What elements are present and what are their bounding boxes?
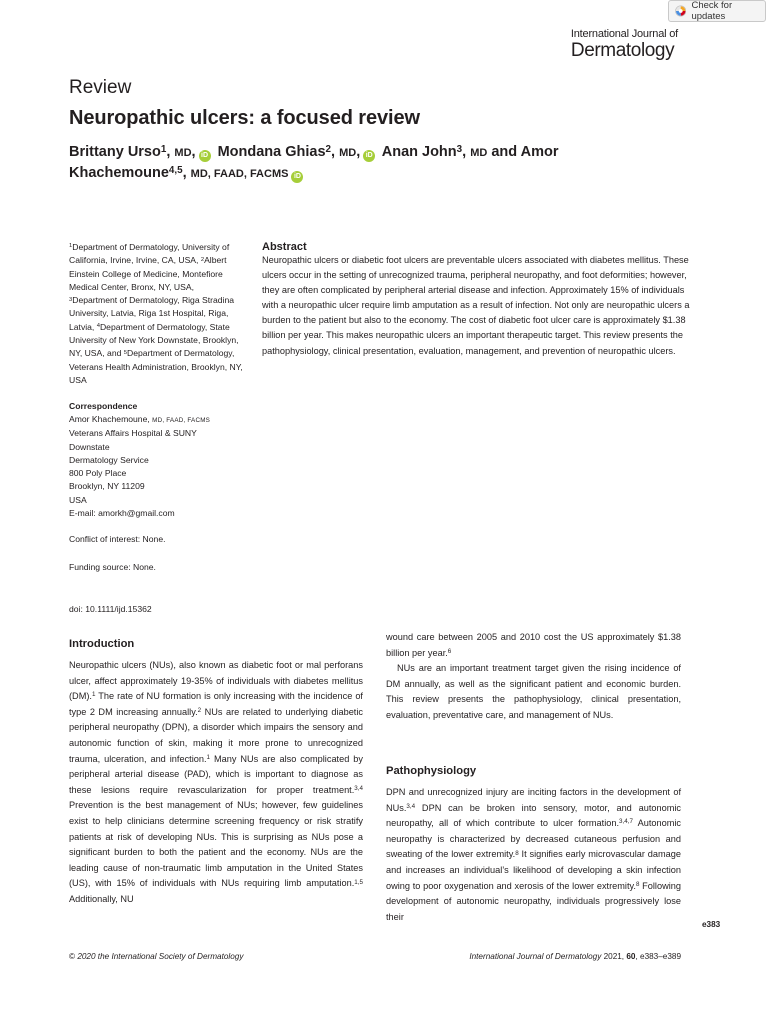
affiliation-text: Department of Dermatology, Veterans Health Administration, Brooklyn, NY, USA bbox=[69, 348, 243, 385]
correspondence-line: Downstate bbox=[69, 441, 110, 452]
citation-ref[interactable]: 8 bbox=[515, 849, 519, 857]
orcid-icon[interactable]: iD bbox=[291, 171, 303, 183]
author-name: Brittany Urso bbox=[69, 144, 161, 160]
author-name: Anan John bbox=[381, 144, 457, 160]
journal-logo bbox=[571, 29, 678, 60]
footer-copyright bbox=[69, 952, 243, 961]
affiliation-sup: 5 bbox=[123, 349, 128, 356]
introduction-body bbox=[69, 658, 363, 908]
correspondence-line: 800 Poly Place bbox=[69, 468, 127, 479]
section-label: Review bbox=[69, 77, 132, 98]
author-affiliation-sup: 3 bbox=[456, 143, 463, 155]
citation-ref[interactable]: 1 bbox=[91, 691, 96, 699]
body-paragraph bbox=[386, 630, 681, 661]
author-list: Brittany Urso$^1$, MD, iD Mondana Ghias$^2$, MD, iD Anan John$^3$, MD and Amor Khachemoune$^{4,5}$, MD, FAAD, FACMS iD bbox=[69, 143, 559, 181]
affiliation-text: Albert Einstein College of Medicine, Montefiore Medical Center, Bronx, NY, USA, bbox=[69, 255, 227, 292]
author-degrees: MD bbox=[174, 147, 192, 159]
affiliation-sup: 4 bbox=[96, 323, 100, 330]
crossmark-icon bbox=[675, 5, 686, 17]
citation-journal: International Journal of Dermatology bbox=[469, 952, 602, 961]
citation-pages: , e383–e389 bbox=[635, 952, 681, 961]
text-run: Prevention is the best management of NUs; however, few guidelines exist to help clinicians determine screening frequency or risk stratify patients at risk of developing NUs. This is surprising as NUs pose a significant burden to both the patient and the economy. NUs are the leading cause of non-traumatic limb amputation in the United States (US), with 15% of individuals with NUs requiring limb amputation. bbox=[69, 800, 363, 889]
citation-ref[interactable]: 3,4,7 bbox=[619, 818, 633, 826]
correspondence-heading: Correspondence bbox=[69, 401, 138, 411]
text-run: wound care between 2005 and 2010 cost the US approximately $1.38 billion per year. bbox=[386, 632, 681, 658]
citation-volume: 60 bbox=[626, 952, 636, 961]
introduction-paragraph bbox=[69, 658, 363, 908]
text-run: DPN and unrecognized injury are inciting factors in the development of NUs. bbox=[386, 787, 681, 813]
author-affiliation-sup: 1 bbox=[160, 143, 167, 155]
correspondence-line: Veterans Affairs Hospital & SUNY bbox=[69, 428, 197, 439]
footer-citation bbox=[469, 952, 681, 961]
pathophysiology-paragraph bbox=[386, 785, 681, 925]
orcid-icon[interactable]: iD bbox=[199, 150, 211, 162]
text-run: The rate of NU formation is only increasing with the incidence of type 2 DM increasing annually. bbox=[69, 691, 363, 717]
text-run: DPN can be broken into sensory, motor, and autonomic neuropathy, all of which contribute to ulcer formation. bbox=[386, 802, 681, 829]
introduction-continued bbox=[386, 630, 681, 724]
citation-ref[interactable]: 8 bbox=[635, 880, 640, 888]
doi-link[interactable]: doi: 10.1111/ijd.15362 bbox=[69, 604, 152, 614]
page-number: e383 bbox=[702, 920, 721, 929]
text-run: NUs are an important treatment target given the rising incidence of DM annually, as well as the significant patient and economic burden. This review presents the pathophysiology, clinical presentation, evaluation, preventative care, and management of NUs. bbox=[386, 663, 681, 720]
affiliation-sup: 3 bbox=[69, 296, 73, 303]
journal-logo-line1: International Journal of bbox=[570, 28, 678, 40]
pathophysiology-body bbox=[386, 785, 681, 925]
conflict-of-interest: Conflict of interest: None. bbox=[69, 534, 166, 544]
citation-ref[interactable]: 6 bbox=[447, 647, 452, 655]
text-run: Autonomic neuropathy is characterized by decreased cutaneous perfusion and sweating of the lower extremity. bbox=[386, 818, 681, 860]
citation-year: 2021, bbox=[601, 952, 627, 961]
author-affiliation-sup: 4,5 bbox=[168, 164, 183, 176]
affiliations bbox=[69, 241, 254, 387]
author-name: Mondana Ghias bbox=[217, 144, 326, 160]
text-run: Following development of autonomic neuropathy, individuals progressively lose their bbox=[386, 880, 681, 922]
citation-ref[interactable]: 1,5 bbox=[354, 878, 363, 886]
funding-source: Funding source: None. bbox=[69, 562, 156, 572]
author-affiliation-sup: 2 bbox=[325, 143, 332, 155]
citation-ref[interactable]: 1 bbox=[206, 753, 211, 761]
correspondence-line: USA bbox=[69, 494, 87, 505]
affiliation-sup: 2 bbox=[200, 256, 205, 263]
author-degrees: MD bbox=[470, 147, 488, 159]
text-run: Neuropathic ulcers (NUs), also known as diabetic foot or mal perforans ulcer, affect approximately 19-35% of individuals with diabetes mellitus (DM). bbox=[69, 660, 363, 702]
journal-logo-line2: Dermatology bbox=[570, 40, 675, 61]
article-title: Neuropathic ulcers: a focused review bbox=[69, 107, 420, 129]
affiliation-sup: 1 bbox=[69, 243, 73, 250]
introduction-heading: Introduction bbox=[69, 638, 135, 650]
author-name: Amor Khachemoune bbox=[69, 144, 559, 181]
affiliation-text: Department of Dermatology, University of California, Irvine, Irvine, CA, USA, bbox=[69, 242, 230, 266]
correspondence-email[interactable]: E-mail: amorkh@gmail.com bbox=[69, 508, 175, 519]
correspondence-name: Amor Khachemoune, bbox=[69, 414, 150, 424]
citation-ref[interactable]: 2 bbox=[197, 706, 202, 714]
citation-ref[interactable]: 3,4 bbox=[354, 784, 363, 792]
correspondence-line: Dermatology Service bbox=[69, 454, 149, 465]
correspondence-name-line bbox=[69, 413, 254, 427]
text-run: NUs are related to underlying diabetic peripheral neuropathy (DPN), a disorder which impairs the sensory and autonomic function of skin, making it more prone to unrecognized trauma, ulceration, and infection. bbox=[69, 706, 363, 764]
body-paragraph bbox=[386, 661, 681, 723]
pathophysiology-heading: Pathophysiology bbox=[386, 765, 477, 777]
copyright-text: 2020 the International Society of Dermatology bbox=[75, 952, 244, 961]
text-run: It signifies early microvascular damage and increases an individual’s likelihood of developing a skin infection owing to poor oxygenation and xerosis of the lower extremity. bbox=[386, 849, 681, 891]
abstract-heading: Abstract bbox=[262, 241, 307, 253]
affiliation-text: Department of Dermatology, Riga Stradina University, Latvia, Riga 1st Hospital, Riga, Latvia, bbox=[69, 295, 235, 332]
abstract-body: Neuropathic ulcers or diabetic foot ulcers are preventable ulcers associated with diabetes mellitus. These ulcers occur in the setting of unrecognized trauma, peripheral neuropathy, and foot deformities; however, they are often complicated by peripheral arterial disease and infection. Approximately 15% of individuals with a neuropathic ulcer require limb amputation as a result of infection. Not only are neuropathic ulcers a burden to the patient but also to the economy. The cost of diabetic foot ulcer care is approximately $1.38 billion per year. This makes neuropathic ulcers an important therapeutic target. This review presents the pathophysiology, clinical presentation, evaluation, management, and prevention of neuropathic ulcers. bbox=[262, 255, 690, 356]
check-for-updates-button[interactable] bbox=[668, 0, 766, 22]
correspondence-block bbox=[69, 413, 254, 520]
text-run: Additionally, NU bbox=[69, 893, 134, 904]
author-degrees: MD bbox=[339, 147, 357, 159]
correspondence-degrees: MD, FAAD, FACMS bbox=[152, 417, 211, 424]
check-for-updates-label: Check for updates bbox=[691, 0, 733, 22]
author-degrees: MD, FAAD, FACMS bbox=[190, 168, 289, 180]
correspondence-line: Brooklyn, NY 11209 bbox=[69, 481, 145, 492]
orcid-icon[interactable]: iD bbox=[363, 150, 375, 162]
citation-ref[interactable]: 3,4 bbox=[406, 802, 416, 810]
copyright-symbol: © bbox=[69, 952, 76, 961]
affiliation-text: Department of Dermatology, State University of New York Downstate, Brooklyn, NY, USA, and bbox=[69, 321, 239, 359]
text-run: Many NUs are also complicated by peripheral arterial disease (PAD), which is important to diagnose as these lesions require revascularization for proper treatment. bbox=[69, 753, 363, 795]
